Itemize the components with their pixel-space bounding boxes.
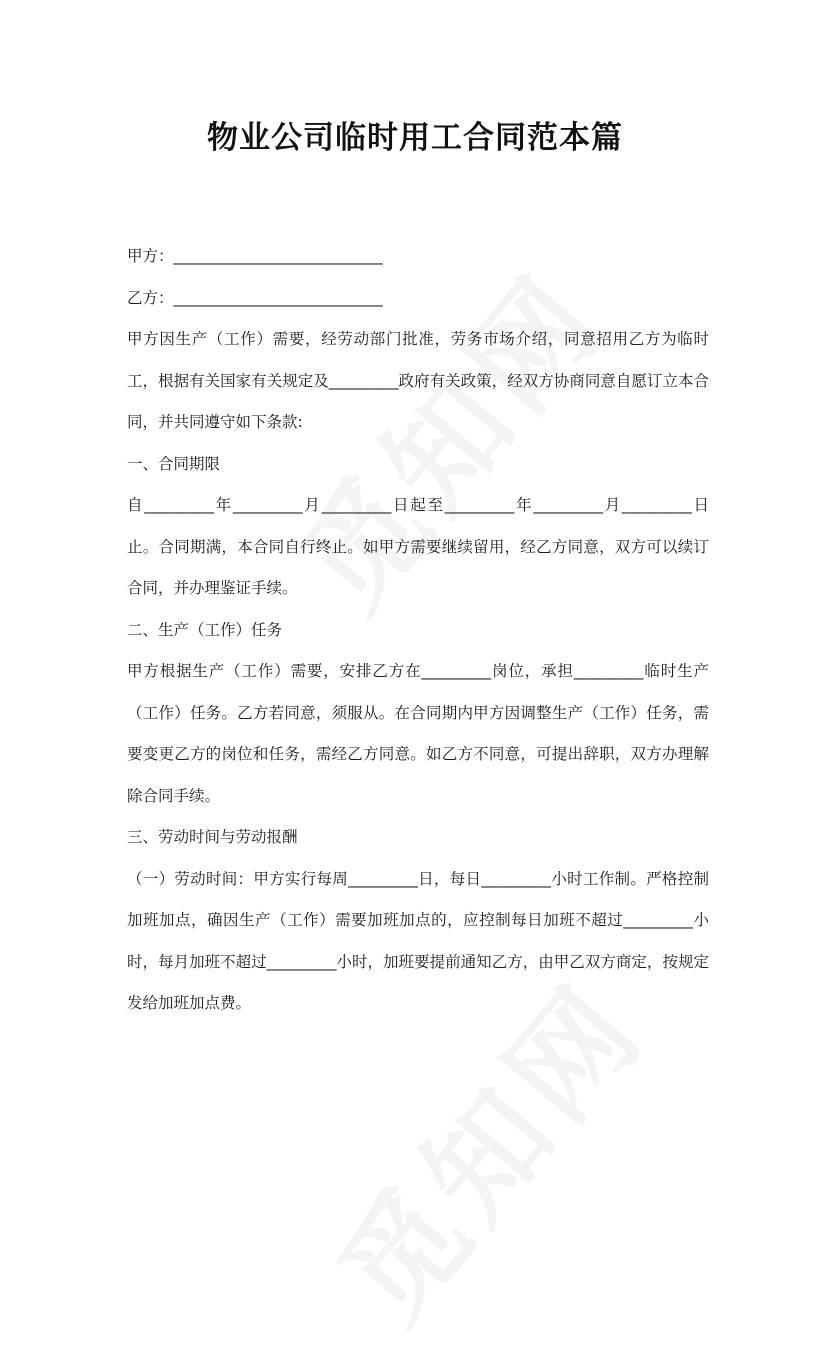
document-body: [127, 236, 709, 1025]
section-heading-tasks: 二、生产（工作）任务: [127, 620, 283, 639]
preamble-paragraph: 甲方因生产（工作）需要，经劳动部门批准，劳务市场介绍，同意招用乙方为临时工，根据有关国家有关规定及_________政府有关政策，经双方协商同意自愿订立本合同，并共同遵守如下条款:: [127, 330, 709, 431]
document-title: 物业公司临时用工合同范本篇: [207, 120, 623, 156]
tasks-paragraph: 甲方根据生产（工作）需要，安排乙方在_________岗位，承担_________临时生产（工作）任务。乙方若同意，须服从。在合同期内甲方因调整生产（工作）任务，需要变更乙方的岗位和任务，需经乙方同意。如乙方不同意，可提出辞职，双方办理解除合同手续。: [127, 662, 709, 805]
section-heading-term: 一、合同期限: [127, 454, 221, 473]
term-paragraph: 自_________年_________月_________日起至_________年_________月_________日止。合同期满，本合同自行终止。如甲方需要继续留用，经乙方同意，双方可以续订合同，并办理鉴证手续。: [127, 496, 709, 597]
section-heading-hours-pay: 三、劳动时间与劳动报酬: [127, 828, 298, 846]
party-b-line: 乙方：___________________________: [127, 288, 383, 307]
party-a-line: 甲方：___________________________: [127, 247, 383, 265]
working-hours-paragraph: （一）劳动时间：甲方实行每周_________日，每日_________小时工作制。严格控制加班加点，确因生产（工作）需要加班加点的，应控制每日加班不超过_________小时，每月加班不超过_________小时，加班要提前通知乙方，由甲乙双方商定，按规定发给加班加点费。: [127, 869, 709, 1012]
